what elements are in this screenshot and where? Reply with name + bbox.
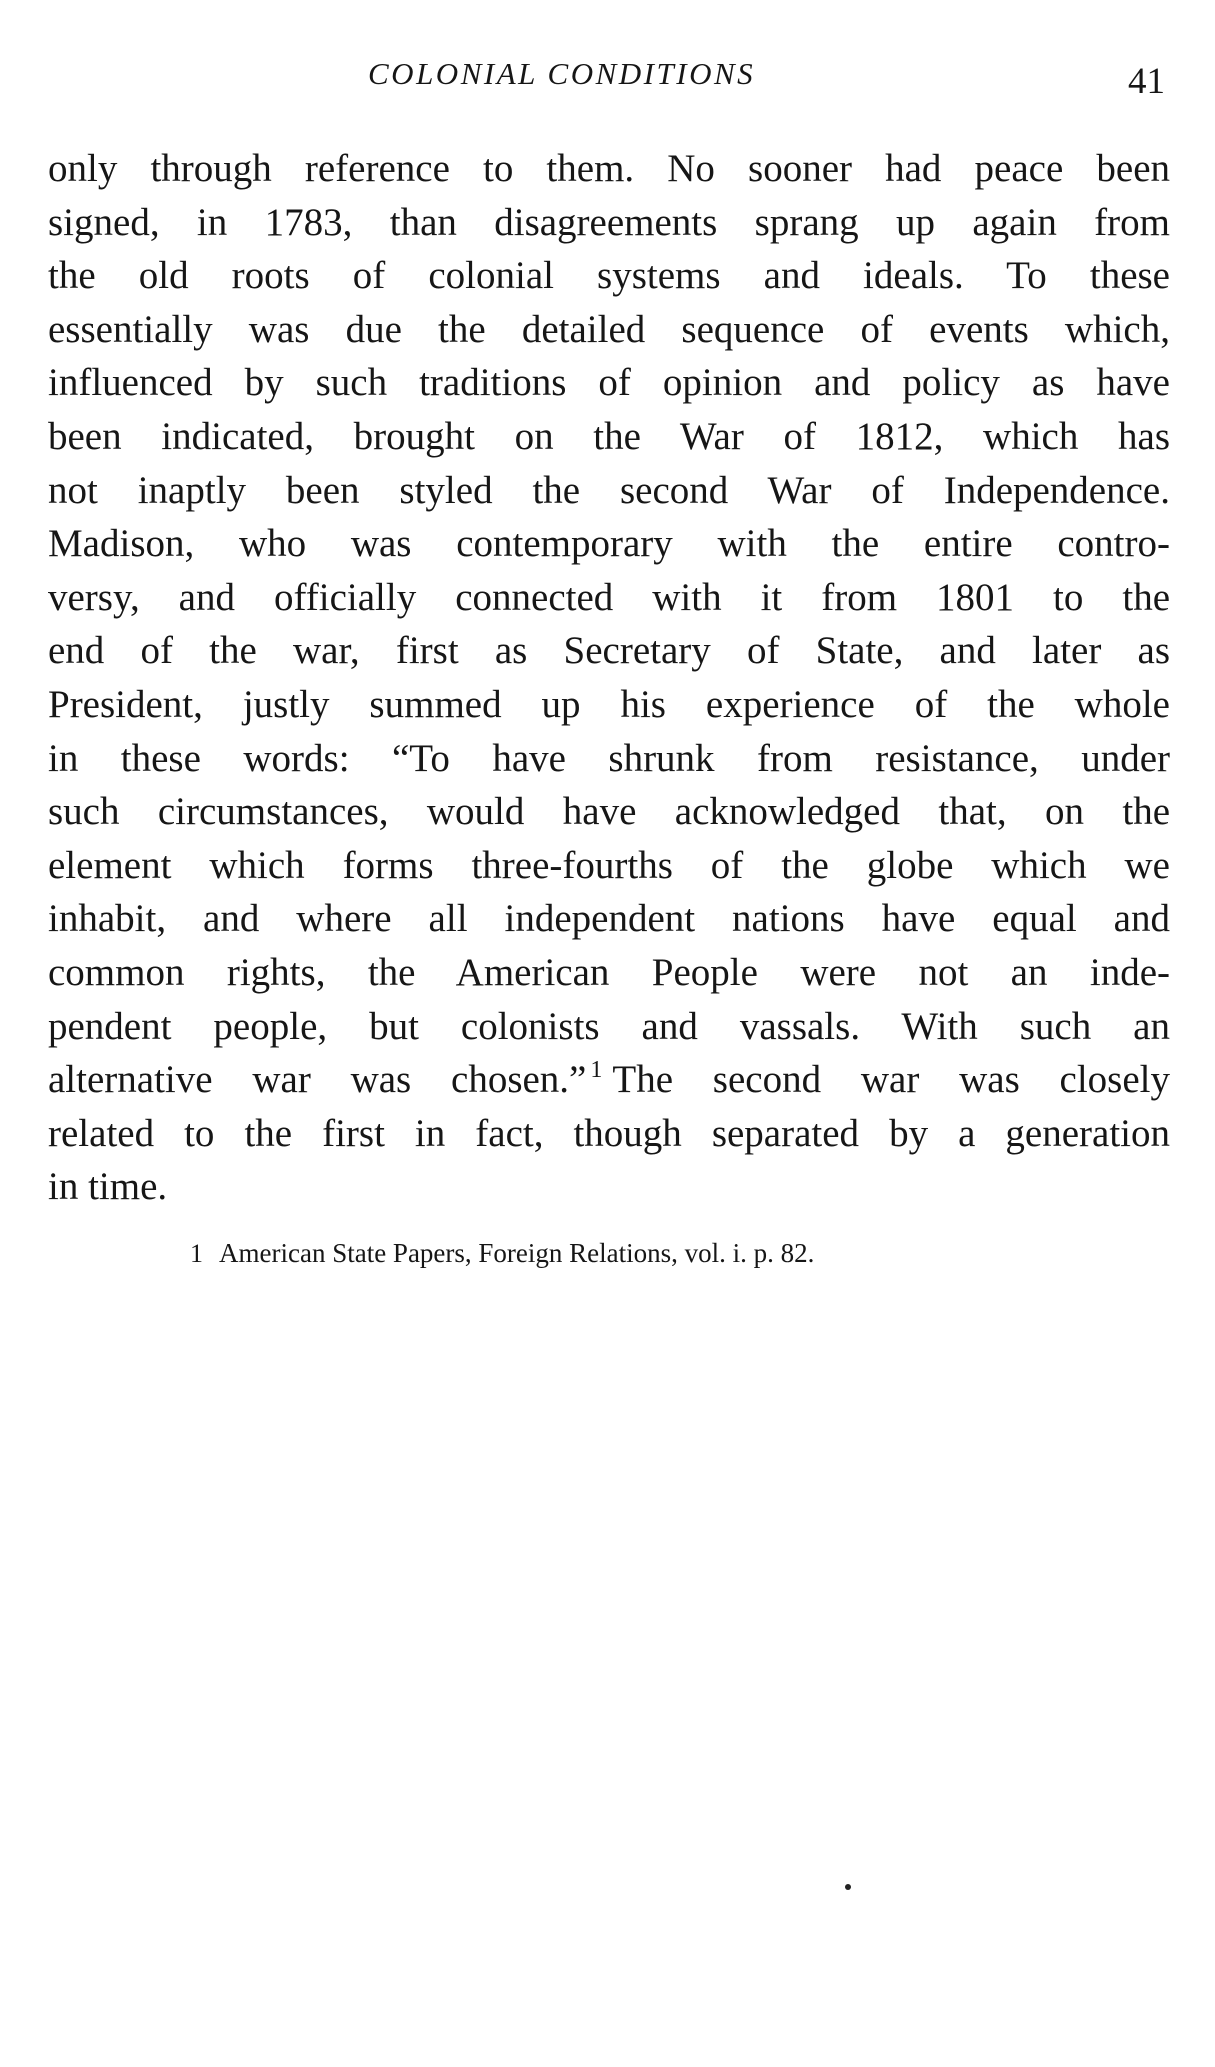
text-line: inhabit, and where all independent nations have equal and — [48, 897, 1170, 941]
text-line: common rights, the American People were not an inde- — [48, 950, 1170, 994]
running-title: COLONIAL CONDITIONS — [368, 56, 756, 91]
text-segment: alternative war was chosen.” — [48, 1058, 587, 1102]
text-line: influenced by such traditions of opinion and policy as have — [48, 361, 1170, 405]
text-line: signed, in 1783, than disagreements sprang up again from — [48, 200, 1170, 244]
text-line: in time. — [48, 1165, 168, 1209]
footnote-text: American State Papers, Foreign Relations, vol. i. p. 82. — [219, 1238, 815, 1268]
text-line: end of the war, first as Secretary of State, and later as — [48, 629, 1170, 673]
running-head — [0, 56, 1215, 106]
text-line: related to the first in fact, though separated by a generation — [48, 1111, 1170, 1155]
footnote — [190, 1238, 814, 1269]
footnote-marker: 1 — [190, 1239, 203, 1268]
text-line: such circumstances, would have acknowledged that, on the — [48, 790, 1170, 834]
text-line: essentially was due the detailed sequence of events which, — [48, 307, 1170, 351]
text-line: Madison, who was contemporary with the entire contro- — [48, 522, 1170, 566]
text-line: President, justly summed up his experience of the whole — [48, 682, 1170, 726]
text-line-with-footnote-ref — [48, 1053, 1170, 1107]
text-line: not inaptly been styled the second War of Independence. — [48, 468, 1170, 512]
page-number: 41 — [1128, 61, 1165, 102]
text-segment: The second war was closely — [612, 1058, 1170, 1102]
text-line: been indicated, brought on the War of 1812, which has — [48, 414, 1170, 458]
body-paragraph — [48, 142, 1170, 1214]
text-line: element which forms three-fourths of the globe which we — [48, 843, 1170, 887]
text-line: pendent people, but colonists and vassals. With such an — [48, 1004, 1170, 1048]
text-line: only through reference to them. No sooner had peace been — [48, 147, 1170, 190]
text-line: the old roots of colonial systems and ideals. To these — [48, 254, 1170, 298]
footnote-reference: 1 — [590, 1057, 603, 1084]
ink-speck — [845, 1884, 851, 1890]
text-line: in these words: “To have shrunk from resistance, under — [48, 736, 1170, 780]
text-line: versy, and officially connected with it from 1801 to the — [48, 575, 1170, 619]
